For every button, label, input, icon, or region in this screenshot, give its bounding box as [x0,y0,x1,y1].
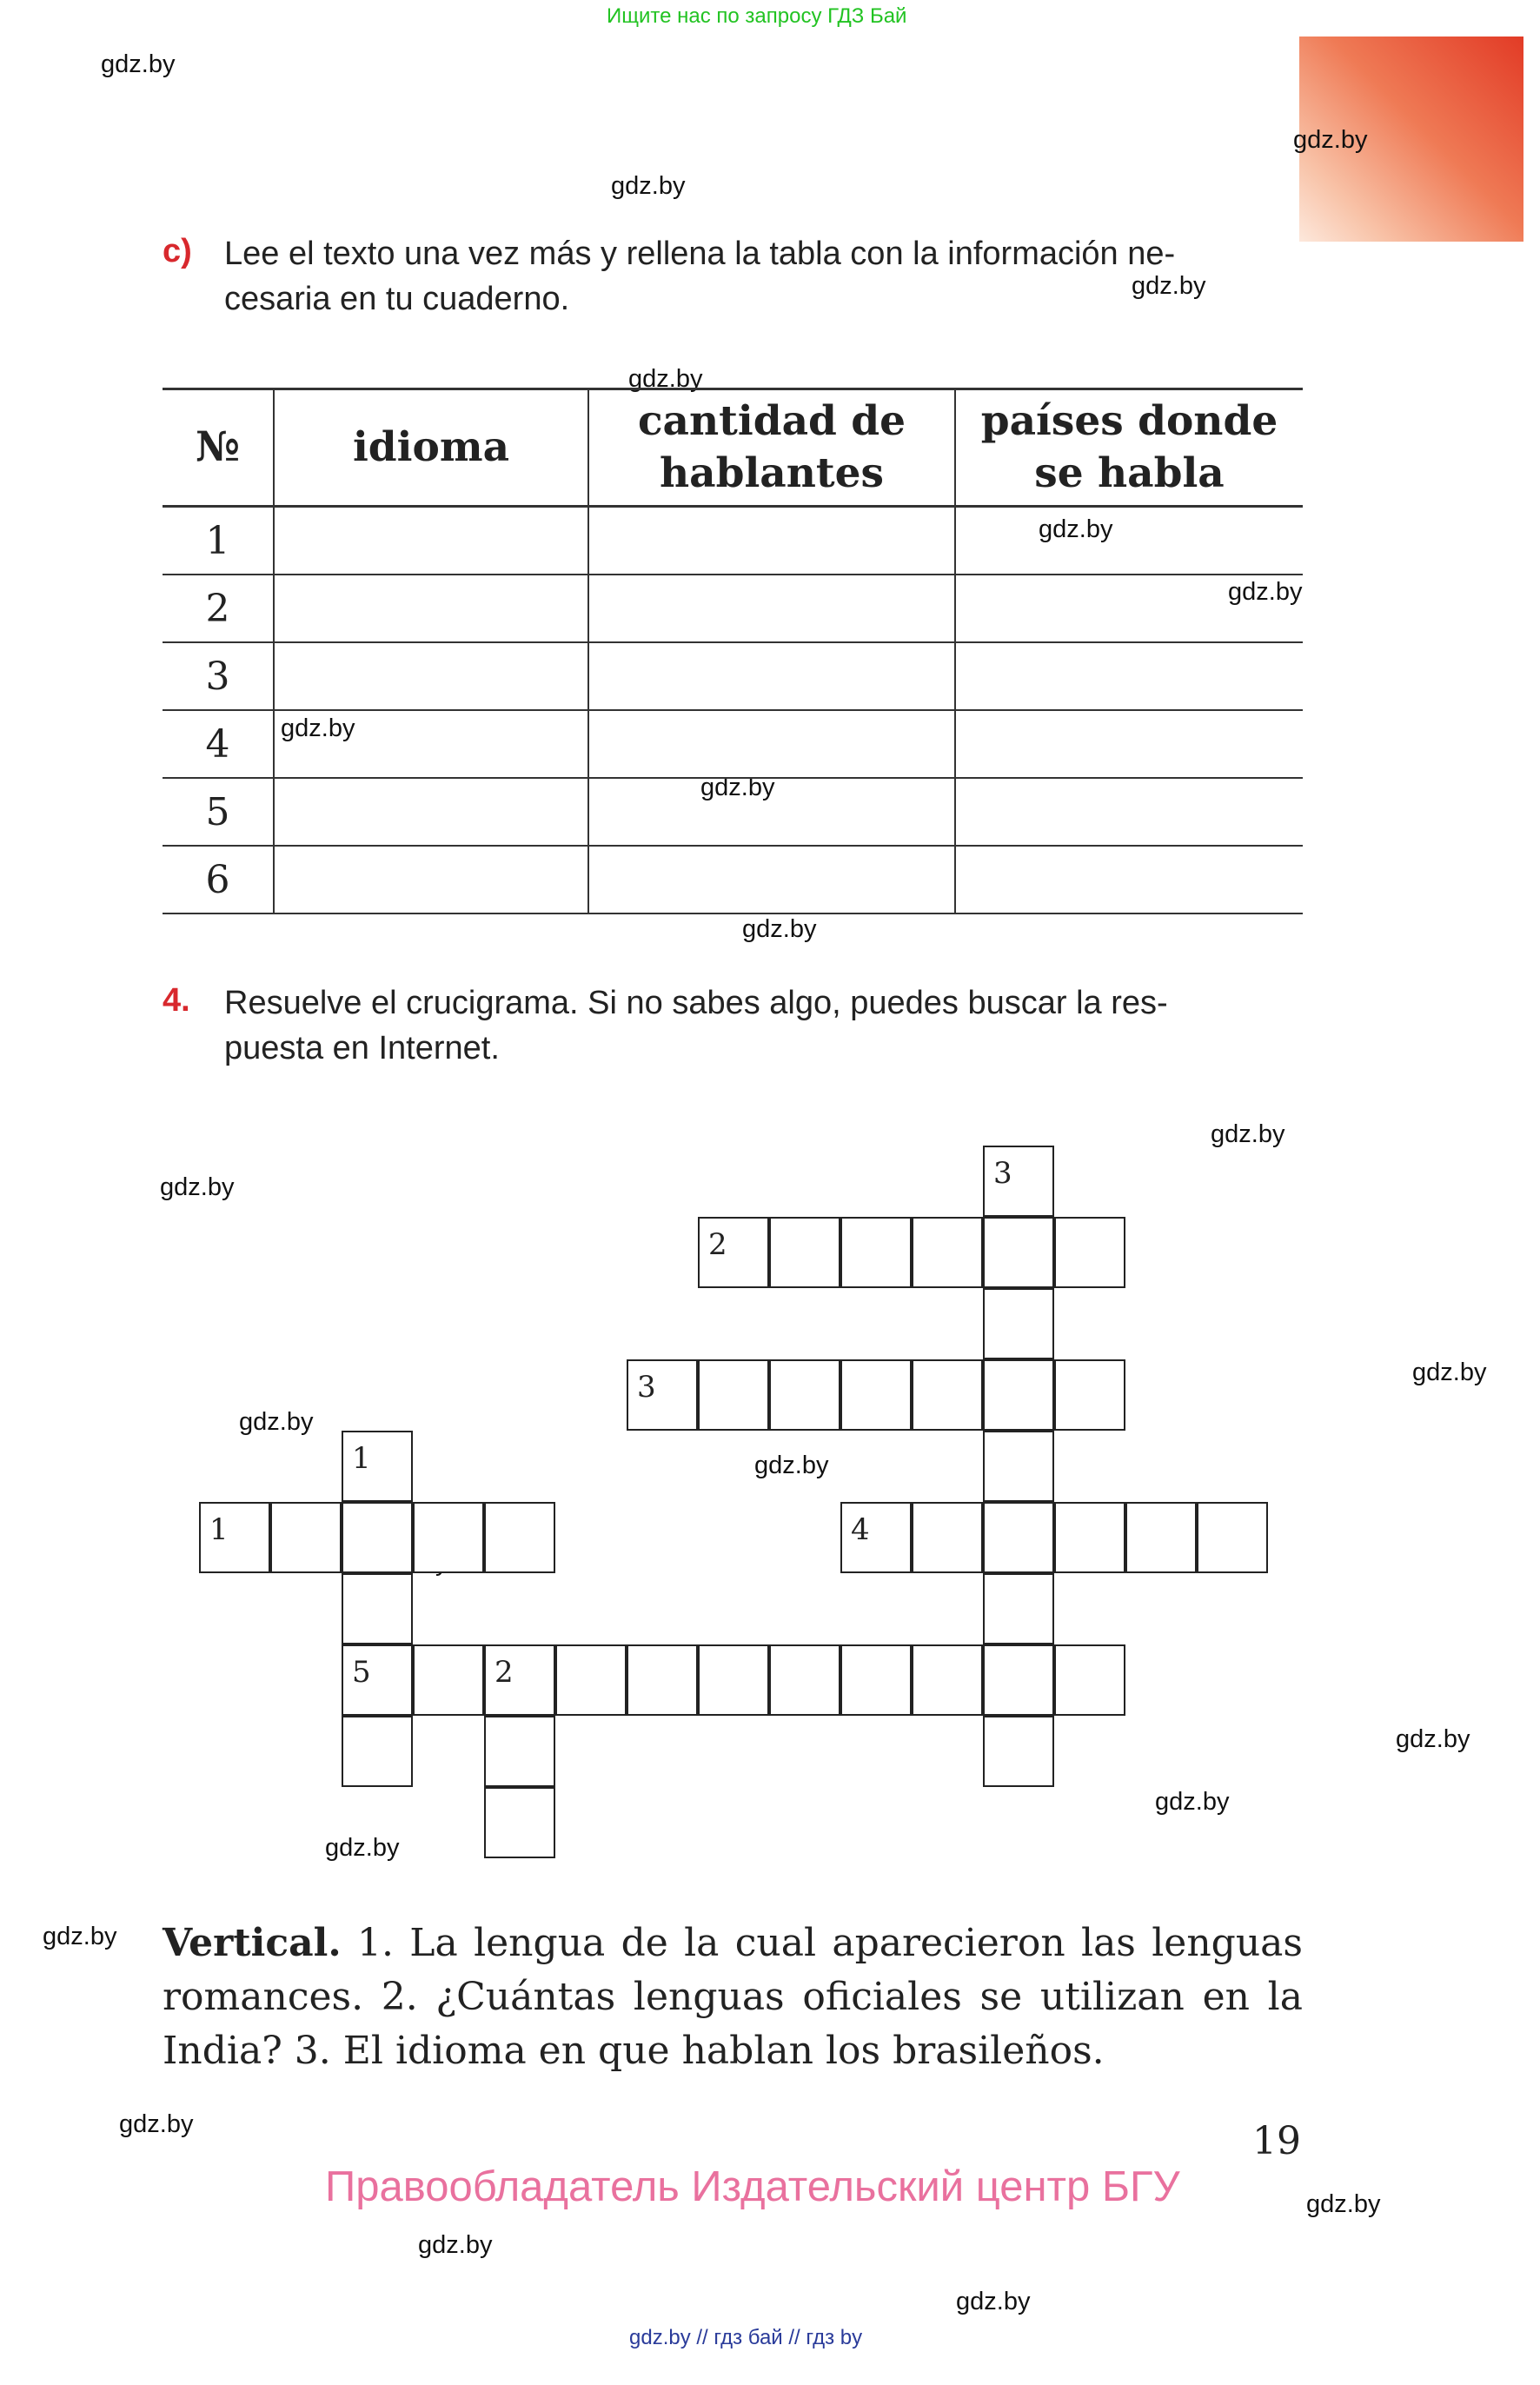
footer-link[interactable]: гдз бай [714,2326,783,2349]
crossword-cell[interactable] [698,1359,769,1431]
empty-cell [588,642,955,710]
rights-holder: Правообладатель Издательский центр БГУ [325,2163,1180,2210]
table-row [163,575,1303,642]
crossword-cell[interactable] [484,1644,555,1716]
row-number: 6 [163,846,274,913]
crossword-cell[interactable] [484,1787,555,1858]
watermark: gdz.by [742,915,817,943]
watermark: gdz.by [1396,1725,1470,1753]
crossword-clue-number: 3 [993,1156,1012,1191]
footer-links [629,2326,862,2350]
row-number: 5 [163,778,274,846]
crossword-cell[interactable] [912,1502,983,1573]
watermark: gdz.by [700,774,775,801]
crossword-cell[interactable] [413,1502,484,1573]
crossword-cell[interactable] [342,1431,413,1502]
watermark: gdz.by [1293,126,1368,154]
row-number: 4 [163,710,274,778]
info-table [163,388,1303,914]
empty-cell [955,846,1303,913]
header-number: № [163,389,274,507]
header-countries: países donde se habla [955,389,1303,507]
crossword-cell[interactable] [983,1359,1054,1431]
header-language: idioma [274,389,588,507]
crossword-cell[interactable] [1054,1502,1125,1573]
watermark: gdz.by [281,714,355,742]
crossword-cell[interactable] [983,1431,1054,1502]
table-row [163,710,1303,778]
watermark: gdz.by [628,365,703,393]
crossword-cell[interactable] [270,1502,342,1573]
watermark: gdz.by [956,2288,1031,2315]
table-row [163,507,1303,575]
crossword-cell[interactable] [983,1716,1054,1787]
empty-cell [274,778,588,846]
watermark: gdz.by [239,1408,314,1436]
clue-number: 2. [381,1975,418,2019]
watermark: gdz.by [1211,1120,1285,1148]
crossword-cell[interactable] [840,1502,912,1573]
crossword-cell[interactable] [627,1644,698,1716]
crossword-clue-number: 5 [352,1655,371,1690]
crossword-clue-number: 2 [708,1227,727,1262]
crossword-cell[interactable] [1054,1217,1125,1288]
watermark: gdz.by [1039,515,1113,543]
crossword-cell[interactable] [983,1502,1054,1573]
empty-cell [955,575,1303,642]
crossword-cell[interactable] [1197,1502,1268,1573]
watermark: gdz.by [119,2110,194,2138]
watermark: gdz.by [160,1173,235,1201]
crossword-cell[interactable] [199,1502,270,1573]
watermark: gdz.by [418,2231,493,2259]
crossword-cell[interactable] [912,1644,983,1716]
empty-cell [955,710,1303,778]
watermark: gdz.by [1132,272,1206,300]
crossword-cell[interactable] [840,1217,912,1288]
clue-number: 3. [294,2029,331,2073]
clue-text: La lengua de la cual aparecieron las lenguas romances. [163,1921,1303,2019]
crossword-cell[interactable] [912,1217,983,1288]
crossword-cell[interactable] [342,1716,413,1787]
clue-number: 1. [356,1921,394,1965]
page-number: 19 [1252,2119,1301,2163]
crossword-cell[interactable] [555,1644,627,1716]
crossword-cell[interactable] [983,1146,1054,1217]
crossword-clue-number: 4 [851,1512,870,1547]
table-header-row [163,389,1303,507]
watermark: gdz.by [43,1923,117,1950]
crossword-cell[interactable] [627,1359,698,1431]
exercise-4-text-line2: puesta en Internet. [224,1030,500,1066]
crossword-cell[interactable] [698,1644,769,1716]
watermark: gdz.by [754,1452,829,1479]
empty-cell [955,778,1303,846]
table-row [163,846,1303,913]
exercise-c-text-line2: cesaria en tu cuaderno. [224,281,570,317]
crossword-cell[interactable] [413,1644,484,1716]
empty-cell [274,642,588,710]
crossword-cell[interactable] [983,1217,1054,1288]
crossword-cell[interactable] [484,1716,555,1787]
crossword-cell[interactable] [484,1502,555,1573]
crossword-cell[interactable] [342,1502,413,1573]
exercise-c-marker: c) [163,233,192,269]
crossword-cell[interactable] [342,1644,413,1716]
watermark: gdz.by [1412,1359,1487,1386]
watermark: gdz.by [611,172,686,200]
crossword-cell[interactable] [840,1359,912,1431]
footer-separator: // [788,2326,800,2349]
crossword-cell[interactable] [769,1359,840,1431]
crossword-cell[interactable] [342,1573,413,1644]
empty-cell [588,575,955,642]
exercise-c-text-line1: Lee el texto una vez más y rellena la tabla con la información ne- [224,236,1176,272]
crossword-clue-number: 1 [352,1441,371,1476]
vertical-clues [163,1917,1303,2078]
watermark: gdz.by [325,1834,400,1862]
watermark: gdz.by [1155,1788,1230,1816]
empty-cell [955,507,1303,575]
table-row [163,778,1303,846]
clue-text: El idioma en que hablan los brasileños. [342,2029,1105,2073]
empty-cell [274,507,588,575]
exercise-4-text-line1: Resuelve el crucigrama. Si no sabes algo, puedes buscar la res- [224,985,1168,1021]
empty-cell [588,846,955,913]
row-number: 2 [163,575,274,642]
watermark: gdz.by [1306,2190,1381,2218]
crossword-clue-number: 2 [495,1655,514,1690]
empty-cell [274,710,588,778]
crossword-cell[interactable] [912,1359,983,1431]
exercise-4-marker: 4. [163,982,190,1019]
header-speakers: cantidad de hablantes [588,389,955,507]
footer-separator: // [696,2326,708,2349]
clues-heading: Vertical. [163,1921,342,1965]
clue-text: ¿Cuántas lenguas oficiales se utilizan en la India? [163,1975,1303,2073]
crossword-cell[interactable] [983,1288,1054,1359]
watermark: gdz.by [101,50,176,78]
empty-cell [588,778,955,846]
crossword-cell[interactable] [698,1217,769,1288]
empty-cell [955,642,1303,710]
crossword-cell[interactable] [1054,1359,1125,1431]
footer-link[interactable]: gdz.by [629,2326,691,2349]
crossword-clue-number: 1 [209,1512,229,1547]
crossword-cell[interactable] [983,1573,1054,1644]
crossword-cell[interactable] [1125,1502,1197,1573]
row-number: 1 [163,507,274,575]
table-row [163,642,1303,710]
footer-link[interactable]: гдз by [806,2326,863,2349]
row-number: 3 [163,642,274,710]
crossword-cell[interactable] [983,1644,1054,1716]
empty-cell [274,846,588,913]
search-hint-link[interactable]: Ищите нас по запросу ГДЗ Бай [607,4,907,28]
empty-cell [588,710,955,778]
crossword-cell[interactable] [840,1644,912,1716]
crossword-cell[interactable] [769,1217,840,1288]
empty-cell [274,575,588,642]
crossword-clue-number: 3 [637,1370,656,1405]
crossword-cell[interactable] [1054,1644,1125,1716]
empty-cell [588,507,955,575]
crossword-cell[interactable] [769,1644,840,1716]
watermark: gdz.by [1228,578,1303,606]
